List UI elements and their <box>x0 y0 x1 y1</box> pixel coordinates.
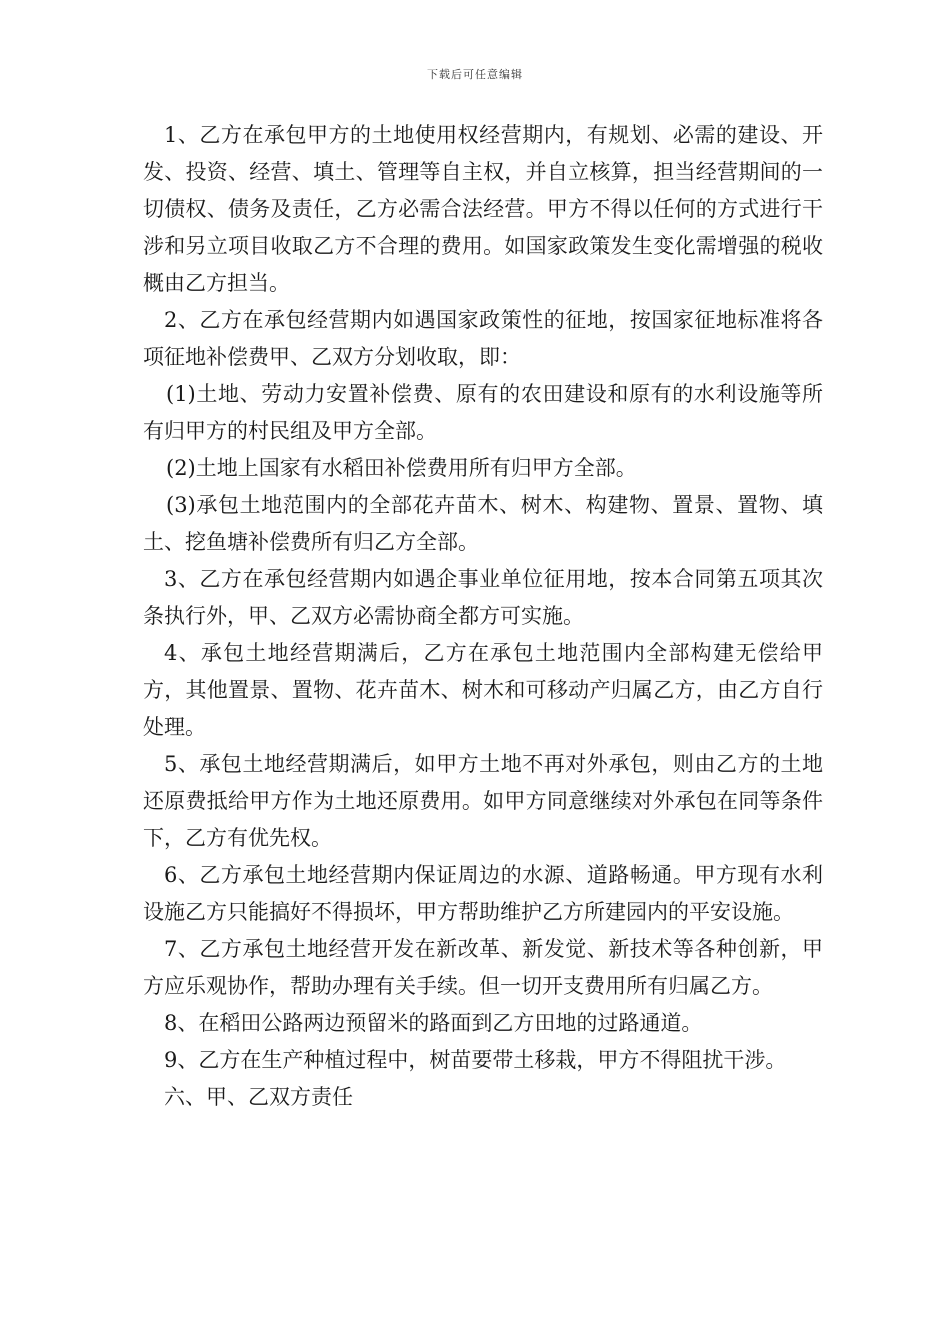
clause-5: 5、承包土地经营期满后，如甲方土地不再对外承包，则由乙方的土地还原费抵给甲方作为土地还原费用。如甲方同意继续对外承包在同等条件下，乙方有优先权。 <box>143 752 823 850</box>
document-body <box>143 117 823 1116</box>
clause-7: 7、乙方承包土地经营开发在新改革、新发觉、新技术等各种创新，甲方应乐观协作，帮助办理有关手续。但一切开支费用所有归属乙方。 <box>143 937 823 998</box>
clause-2-item-3: (3)承包土地范围内的全部花卉苗木、树木、构建物、置景、置物、填土、挖鱼塘补偿费所有归乙方全部。 <box>143 493 823 554</box>
clause-8: 8、在稻田公路两边预留米的路面到乙方田地的过路通道。 <box>164 1011 703 1035</box>
clause-2-item-2: (2)土地上国家有水稻田补偿费用所有归甲方全部。 <box>166 456 637 480</box>
clause-2: 2、乙方在承包经营期内如遇国家政策性的征地，按国家征地标准将各项征地补偿费甲、乙双方分划收取，即： <box>143 308 823 369</box>
section-heading: 六、甲、乙双方责任 <box>164 1085 353 1109</box>
clause-4: 4、承包土地经营期满后，乙方在承包土地范围内全部构建无偿给甲方，其他置景、置物、花卉苗木、树木和可移动产归属乙方，由乙方自行处理。 <box>143 641 823 739</box>
clause-9: 9、乙方在生产种植过程中，树苗要带土移栽，甲方不得阻扰干涉。 <box>164 1048 787 1072</box>
page-header: 下载后可任意编辑 <box>427 68 523 81</box>
clause-6: 6、乙方承包土地经营期内保证周边的水源、道路畅通。甲方现有水利设施乙方只能搞好不得损坏，甲方帮助维护乙方所建园内的平安设施。 <box>143 863 823 924</box>
clause-1: 1、乙方在承包甲方的土地使用权经营期内，有规划、必需的建设、开发、投资、经营、填土、管理等自主权，并自立核算，担当经营期间的一切债权、债务及责任，乙方必需合法经营。甲方不得以任何的方式进行干涉和另立项目收取乙方不合理的费用。如国家政策发生变化需增强的税收概由乙方担当。 <box>143 123 823 295</box>
clause-2-item-1: (1)土地、劳动力安置补偿费、原有的农田建设和原有的水利设施等所有归甲方的村民组及甲方全部。 <box>143 382 823 443</box>
clause-3: 3、乙方在承包经营期内如遇企事业单位征用地，按本合同第五项其次条执行外，甲、乙双方必需协商全都方可实施。 <box>143 567 823 628</box>
